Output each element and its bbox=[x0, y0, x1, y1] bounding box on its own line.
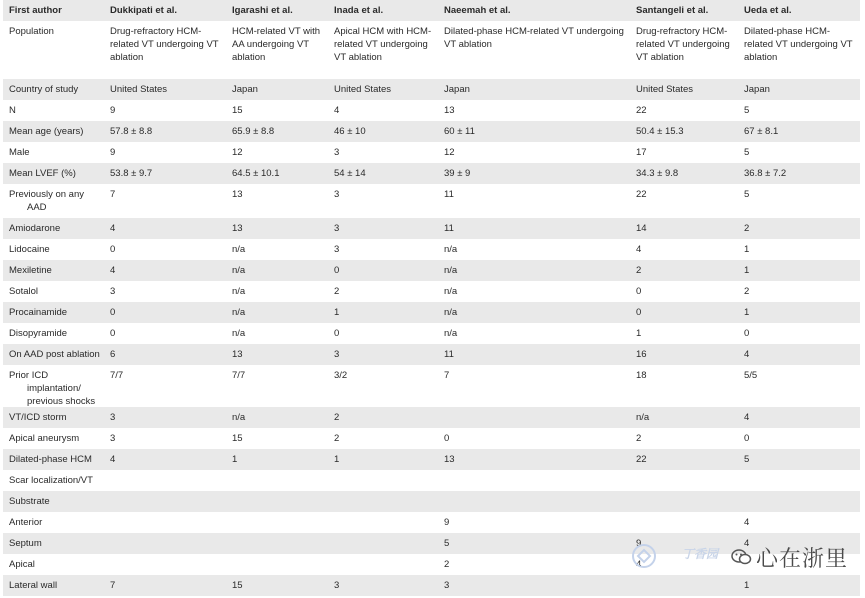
table-cell: 11 bbox=[444, 189, 454, 200]
table-header-row bbox=[3, 0, 860, 21]
table-cell: United States bbox=[334, 84, 392, 95]
table-cell: 12 bbox=[232, 147, 243, 158]
column-header: Santangeli et al. bbox=[636, 5, 709, 16]
table-cell: 4 bbox=[744, 517, 750, 528]
row-label: Procainamide bbox=[9, 307, 68, 318]
table-cell: 6 bbox=[110, 349, 116, 360]
table-cell: 2 bbox=[334, 433, 340, 444]
table-cell: 0 bbox=[334, 265, 340, 276]
table-cell: 4 bbox=[744, 412, 750, 423]
table-cell: 2 bbox=[636, 433, 642, 444]
table-cell: 11 bbox=[444, 223, 454, 234]
table-cell: 13 bbox=[444, 454, 455, 465]
table-cell: 15 bbox=[232, 105, 243, 116]
table-cell: 3 bbox=[110, 286, 116, 297]
table-cell: Japan bbox=[232, 84, 258, 95]
table-cell: 17 bbox=[636, 147, 647, 158]
table-cell: Apical HCM with HCM-related VT undergoing VT ablation bbox=[334, 26, 432, 63]
table-row bbox=[3, 470, 860, 491]
table-cell: 15 bbox=[232, 580, 243, 591]
table-cell: 9 bbox=[110, 105, 116, 116]
row-label: Mexiletine bbox=[9, 265, 52, 276]
table-cell: 3 bbox=[334, 580, 340, 591]
watermark-name: 心在浙里 bbox=[756, 547, 849, 572]
table-cell: 14 bbox=[636, 223, 647, 234]
table-cell: Japan bbox=[444, 84, 470, 95]
row-label: Dilated-phase HCM bbox=[9, 454, 92, 465]
table-cell: 5 bbox=[744, 147, 750, 158]
table-cell: 3 bbox=[334, 244, 340, 255]
table-cell: 15 bbox=[232, 433, 243, 444]
row-label: On AAD post ablation bbox=[9, 349, 100, 360]
table-cell: 0 bbox=[636, 307, 642, 318]
table-cell: 7 bbox=[110, 189, 116, 200]
row-label: Anterior bbox=[9, 517, 43, 528]
row-label: Sotalol bbox=[9, 286, 39, 297]
table-cell: 0 bbox=[744, 328, 750, 339]
table-cell: 1 bbox=[636, 328, 642, 339]
table-cell: n/a bbox=[232, 265, 246, 276]
table-cell: 39 ± 9 bbox=[444, 168, 471, 179]
row-label: Population bbox=[9, 26, 54, 37]
table-cell: 16 bbox=[636, 349, 647, 360]
table-cell: 9 bbox=[110, 147, 116, 158]
table-cell: 9 bbox=[444, 517, 450, 528]
table-cell: 53.8 ± 9.7 bbox=[110, 168, 153, 179]
row-label: Lateral wall bbox=[9, 580, 58, 591]
table-cell: HCM-related VT with AA undergoing VT ablation bbox=[232, 26, 320, 63]
column-header: Igarashi et al. bbox=[232, 5, 293, 16]
table-cell: 3/2 bbox=[334, 370, 348, 381]
row-label: Mean age (years) bbox=[9, 126, 84, 137]
table-cell: 22 bbox=[636, 189, 647, 200]
table-cell: 5 bbox=[744, 189, 750, 200]
table-cell: 13 bbox=[444, 105, 455, 116]
table-row bbox=[3, 260, 860, 281]
watermark bbox=[620, 542, 860, 576]
table-row bbox=[3, 344, 860, 365]
table-cell: 0 bbox=[110, 328, 116, 339]
table-row bbox=[3, 21, 860, 79]
table-cell: 4 bbox=[110, 454, 116, 465]
table-cell: Dilated-phase HCM-related VT undergoing VT ablation bbox=[744, 26, 853, 63]
table-cell: n/a bbox=[444, 328, 458, 339]
table-cell: 54 ± 14 bbox=[334, 168, 366, 179]
table-cell: 18 bbox=[636, 370, 647, 381]
table-cell: 7 bbox=[110, 580, 116, 591]
row-label: Amiodarone bbox=[9, 223, 61, 234]
table-cell: 9 bbox=[636, 538, 642, 549]
table-cell: 65.9 ± 8.8 bbox=[232, 126, 275, 137]
table-cell: 13 bbox=[232, 223, 243, 234]
table-row bbox=[3, 163, 860, 184]
row-label: Lidocaine bbox=[9, 244, 50, 255]
table-cell: 5/5 bbox=[744, 370, 758, 381]
table-row bbox=[3, 491, 860, 512]
table-cell: 36.8 ± 7.2 bbox=[744, 168, 787, 179]
table-cell: 1 bbox=[744, 265, 750, 276]
table-cell: 3 bbox=[110, 433, 116, 444]
row-label: Septum bbox=[9, 538, 42, 549]
table-cell: 1 bbox=[334, 454, 340, 465]
table-cell: 67 ± 8.1 bbox=[744, 126, 779, 137]
table-cell: 50.4 ± 15.3 bbox=[636, 126, 684, 137]
table-cell: 11 bbox=[444, 349, 454, 360]
table-row bbox=[3, 218, 860, 239]
table-cell: 13 bbox=[232, 189, 243, 200]
table-cell: 0 bbox=[636, 286, 642, 297]
table-cell: 12 bbox=[444, 147, 455, 158]
table-cell: n/a bbox=[232, 412, 246, 423]
column-header: First author bbox=[9, 5, 62, 16]
row-label: Substrate bbox=[9, 496, 50, 507]
row-label: Prior ICD implantation/ previous shocks bbox=[9, 370, 96, 407]
table-cell: 7/7 bbox=[110, 370, 124, 381]
table-cell: 5 bbox=[744, 454, 750, 465]
table-cell: 60 ± 11 bbox=[444, 126, 475, 137]
table-cell: 2 bbox=[444, 559, 450, 570]
table-cell: Drug-refractory HCM-related VT undergoing VT ablation bbox=[110, 26, 219, 63]
table-cell: 7/7 bbox=[232, 370, 246, 381]
table-row bbox=[3, 365, 860, 407]
table-cell: 0 bbox=[110, 307, 116, 318]
table-row bbox=[3, 142, 860, 163]
column-header: Naeemah et al. bbox=[444, 5, 511, 16]
wechat-icon bbox=[730, 548, 752, 566]
row-label: Previously on any AAD bbox=[9, 189, 84, 213]
row-label: N bbox=[9, 105, 16, 116]
row-label: Disopyramide bbox=[9, 328, 68, 339]
table-row bbox=[3, 449, 860, 470]
table-cell: 0 bbox=[744, 433, 750, 444]
table-cell: 64.5 ± 10.1 bbox=[232, 168, 280, 179]
table-cell: 3 bbox=[334, 349, 340, 360]
table-cell: 5 bbox=[444, 538, 450, 549]
table-row bbox=[3, 407, 860, 428]
table-cell: 4 bbox=[744, 349, 750, 360]
row-label: Country of study bbox=[9, 84, 79, 95]
table-cell: United States bbox=[110, 84, 168, 95]
table-row bbox=[3, 281, 860, 302]
table-row bbox=[3, 512, 860, 533]
table-cell: 4 bbox=[110, 265, 116, 276]
table-row bbox=[3, 428, 860, 449]
table-cell: n/a bbox=[232, 244, 246, 255]
table-cell: 2 bbox=[744, 286, 750, 297]
table-cell: n/a bbox=[232, 286, 246, 297]
table-cell: n/a bbox=[444, 286, 458, 297]
table-cell: 46 ± 10 bbox=[334, 126, 366, 137]
table-cell: Japan bbox=[744, 84, 770, 95]
row-label: Mean LVEF (%) bbox=[9, 168, 76, 179]
table-row bbox=[3, 302, 860, 323]
row-label: VT/ICD storm bbox=[9, 412, 67, 423]
row-label: Apical aneurysm bbox=[9, 433, 80, 444]
table-cell: n/a bbox=[444, 307, 458, 318]
table-cell: 0 bbox=[110, 244, 116, 255]
table-cell: 2 bbox=[744, 223, 750, 234]
row-label: Apical bbox=[9, 559, 35, 570]
table-cell: 2 bbox=[334, 286, 340, 297]
table-cell: 1 bbox=[232, 454, 238, 465]
column-header: Inada et al. bbox=[334, 5, 384, 16]
table-row bbox=[3, 323, 860, 344]
table-cell: Dilated-phase HCM-related VT undergoing VT ablation bbox=[444, 26, 624, 50]
table-cell: 7 bbox=[444, 370, 450, 381]
table-cell: 4 bbox=[636, 559, 642, 570]
row-label: Male bbox=[9, 147, 30, 158]
table-cell: 4 bbox=[744, 538, 750, 549]
table-cell: 1 bbox=[744, 580, 750, 591]
table-cell: n/a bbox=[444, 265, 458, 276]
table-cell: United States bbox=[636, 84, 694, 95]
table-cell: 2 bbox=[334, 412, 340, 423]
table-cell: 4 bbox=[110, 223, 116, 234]
table-cell: 57.8 ± 8.8 bbox=[110, 126, 153, 137]
table-cell: 3 bbox=[334, 147, 340, 158]
table-cell: 1 bbox=[744, 244, 750, 255]
table-cell: n/a bbox=[636, 412, 650, 423]
table-row bbox=[3, 121, 860, 142]
table-cell: 0 bbox=[444, 433, 450, 444]
column-header: Dukkipati et al. bbox=[110, 5, 178, 16]
table-row bbox=[3, 100, 860, 121]
table-cell: n/a bbox=[444, 244, 458, 255]
table-cell: 4 bbox=[636, 244, 642, 255]
table-cell: 3 bbox=[110, 412, 116, 423]
watermark-tag: 丁香园 bbox=[682, 547, 719, 561]
table-cell: 4 bbox=[334, 105, 340, 116]
table-cell: 0 bbox=[334, 328, 340, 339]
table-row bbox=[3, 79, 860, 100]
table-cell: Drug-refractory HCM-related VT undergoing VT ablation bbox=[636, 26, 730, 63]
table-cell: 3 bbox=[334, 189, 340, 200]
table-cell: 13 bbox=[232, 349, 243, 360]
table-cell: 1 bbox=[334, 307, 340, 318]
table-cell: 22 bbox=[636, 105, 647, 116]
dxy-logo-icon bbox=[630, 542, 658, 570]
table-cell: 1 bbox=[744, 307, 750, 318]
table-row bbox=[3, 184, 860, 218]
table-cell: 2 bbox=[636, 265, 642, 276]
row-label: Scar localization/VT bbox=[9, 475, 93, 486]
table-cell: n/a bbox=[232, 307, 246, 318]
table-cell: 3 bbox=[444, 580, 450, 591]
table-cell: 5 bbox=[744, 105, 750, 116]
table-cell: 34.3 ± 9.8 bbox=[636, 168, 679, 179]
column-header: Ueda et al. bbox=[744, 5, 792, 16]
table-cell: 22 bbox=[636, 454, 647, 465]
table-row bbox=[3, 239, 860, 260]
table-cell: n/a bbox=[232, 328, 246, 339]
table-row bbox=[3, 575, 860, 596]
table-cell: 3 bbox=[334, 223, 340, 234]
